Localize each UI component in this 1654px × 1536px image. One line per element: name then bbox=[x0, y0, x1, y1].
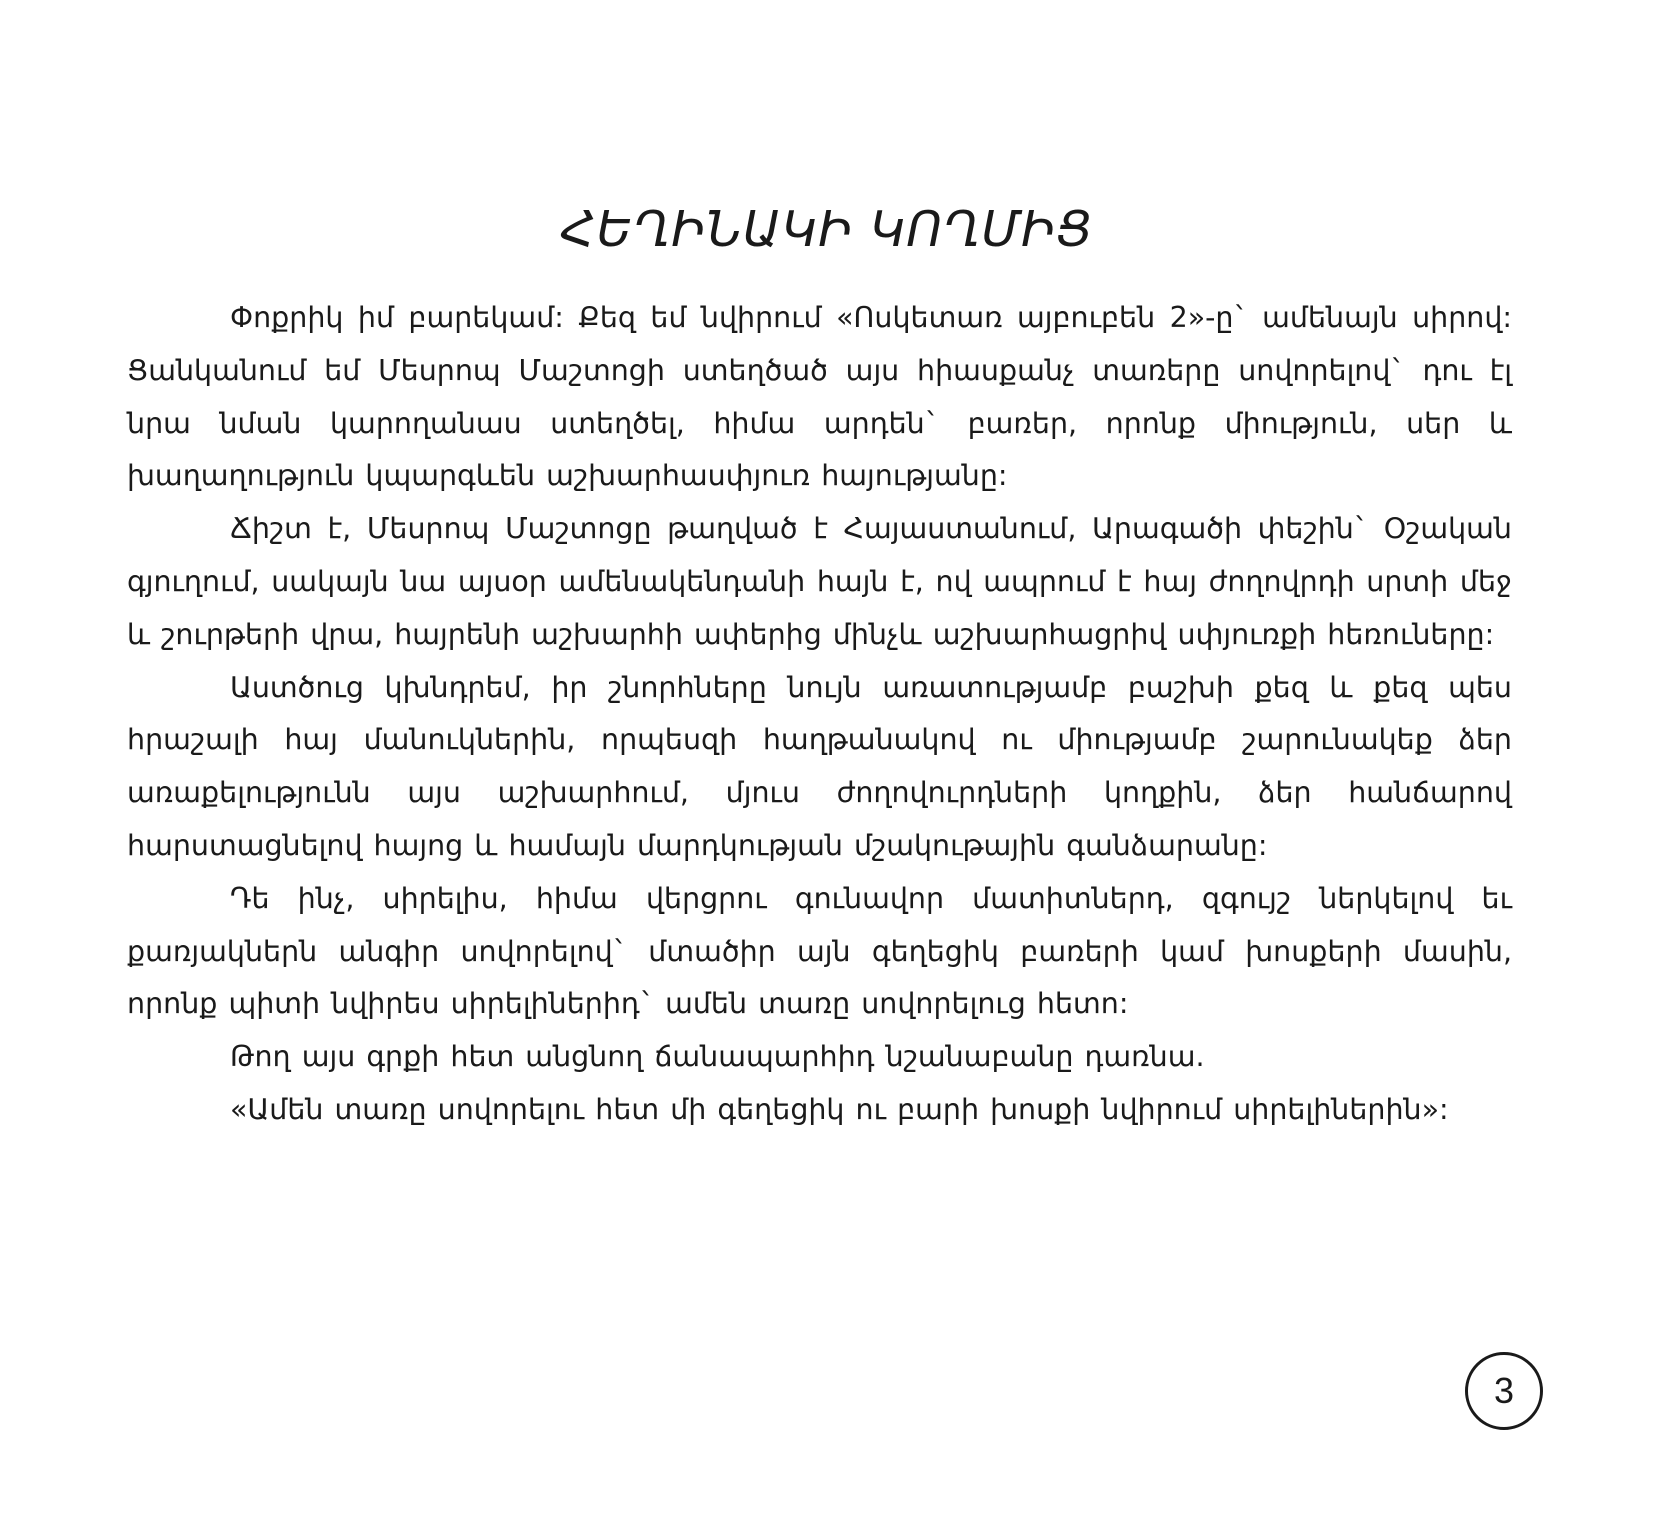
paragraph-blessing: Աստծուց կխնդրեմ, իր շնորհները նույն առատությամբ բաշխի քեզ և քեզ պես հրաշալի հայ մանուկներին, որպեսզի հաղթանակով ու միությամբ շարունակեք ձեր առաքելությունն այս աշխարհում, մյուս ժողովուրդների կողքին, ձեր հանճարով հարստացնելով հայոց և համայն մարդկության մշակութային գանձարանը: bbox=[127, 670, 1512, 862]
paragraph-mashtots: Ճիշտ է, Մեսրոպ Մաշտոցը թաղված է Հայաստանում, Արագածի փեշին` Օշական գյուղում, սակայն նա այսօր ամենակենդանի հայն է, ով ապրում է հայ ժողովրդի սրտի մեջ և շուրթերի վրա, հայրենի աշխարհի ափերից մինչև աշխարհացրիվ սփյուռքի հեռուները: bbox=[127, 512, 1512, 651]
page-title: ՀԵՂԻՆԱԿԻ ԿՈՂՄԻՑ bbox=[560, 201, 1094, 258]
paragraph-dedication: Փոքրիկ իմ բարեկամ: Քեզ եմ նվիրում «Ոսկետառ այբուբեն 2»-ը` ամենայն սիրով: Ցանկանում եմ Մեսրոպ Մաշտոցի ստեղծած այս հիասքանչ տառերը սովորելով` դու էլ նրա նման կարողանաս ստեղծել, հիմա արդեն` բառեր, որոնք միություն, սեր և խաղաղություն կպարգևեն աշխարհասփյուռ հայությանը: bbox=[127, 301, 1512, 493]
paragraph-motto-intro: Թող այս գրքի հետ անցնող ճանապարհիդ նշանաբանը դառնա. bbox=[230, 1040, 1205, 1074]
paragraph-motto: «Ամեն տառը սովորելու հետ մի գեղեցիկ ու բարի խոսքի նվիրում սիրելիներին»: bbox=[230, 1092, 1449, 1126]
page-number: 3 bbox=[1465, 1352, 1543, 1430]
paragraph-instructions: Դե ինչ, սիրելիս, հիմա վերցրու գունավոր մատիտներդ, զգույշ ներկելով եւ քառյակներն անգիր սովորելով` մտածիր այն գեղեցիկ բառերի կամ խոսքերի մասին, որոնք պիտի նվիրես սիրելիներիդ` ամեն տառը սովորելուց հետո: bbox=[127, 881, 1512, 1021]
body-text bbox=[127, 292, 1512, 1137]
